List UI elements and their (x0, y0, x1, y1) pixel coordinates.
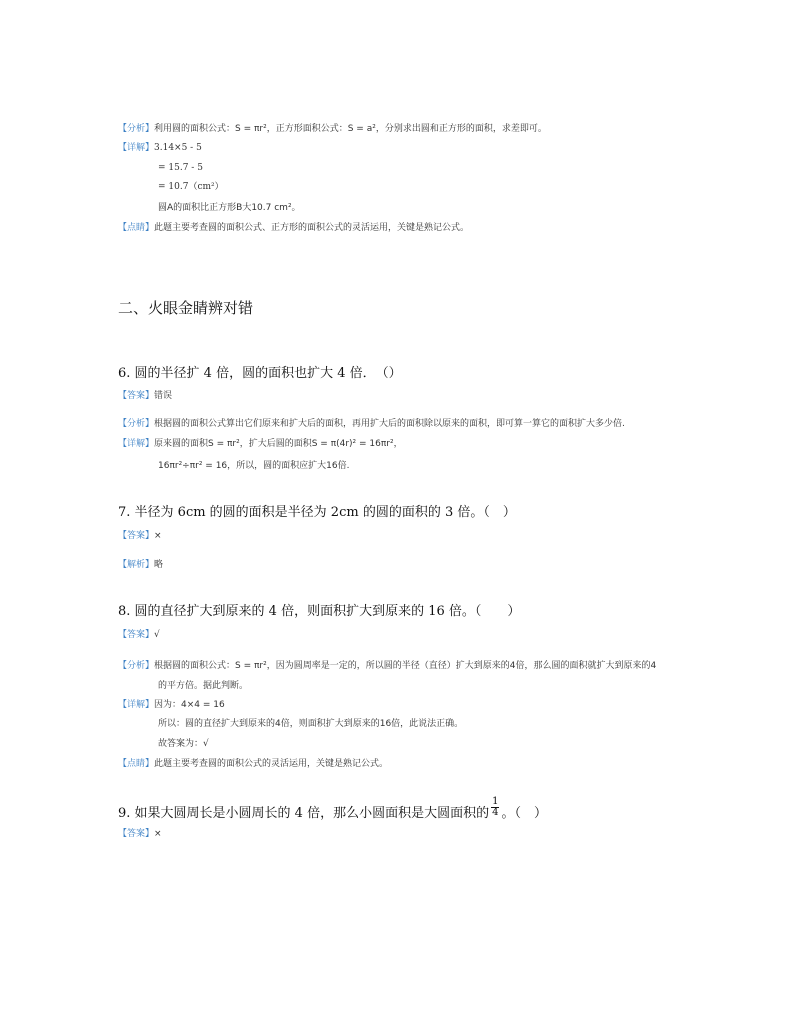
comment-line (118, 222, 469, 234)
question-8: 8. 圆的直径扩大到原来的 4 倍，则面积扩大到原来的 16 倍。（ ） (118, 604, 521, 619)
section-title: 二、火眼金睛辨对错 (118, 299, 254, 317)
detail-tag: 【详解】 (118, 143, 155, 153)
q6-detail-1: 原来圆的面积S = πr²，扩大后圆的面积S = π(4r)² = 16πr²， (154, 439, 403, 449)
analysis-line (118, 123, 547, 135)
q7-parse: 略 (154, 560, 164, 570)
q9-answer-line (118, 828, 162, 840)
question-9 (118, 796, 547, 824)
q8-detail-line (118, 699, 225, 711)
question-7: 7. 半径为 6cm 的圆的面积是半径为 2cm 的圆的面积的 3 倍。（ ） (118, 505, 516, 520)
q6-detail-2: 16πr²÷πr² = 16，所以，圆的面积应扩大16倍. (158, 461, 350, 471)
q6-analysis: 根据圆的面积公式算出它们原来和扩大后的面积，再用扩大后的面积除以原来的面积，即可算一算它的面积扩大多少倍. (154, 419, 625, 429)
detail-line-3: = 10.7（cm²） (158, 182, 224, 192)
q6-answer-line (118, 390, 172, 402)
q9-question-before: 9. 如果大圆周长是小圆周长的 4 倍，那么小圆面积是大圆面积的 (118, 806, 490, 821)
q7-parse-line (118, 559, 163, 571)
answer-tag: 【答案】 (118, 531, 155, 541)
comment-tag: 【点睛】 (118, 223, 155, 233)
answer-tag: 【答案】 (118, 829, 155, 839)
q6-analysis-line (118, 418, 625, 430)
q7-answer-line (118, 530, 162, 542)
detail-tag: 【详解】 (118, 439, 155, 449)
answer-tag: 【答案】 (118, 391, 155, 401)
analysis-tag: 【分析】 (118, 124, 155, 134)
comment-tag: 【点睛】 (118, 759, 155, 769)
q9-answer: × (154, 829, 162, 839)
q8-analysis-1: 根据圆的面积公式：S = πr²，因为圆周率是一定的，所以圆的半径（直径）扩大到原来的4倍，那么圆的面积就扩大到原来的4 (154, 661, 657, 671)
analysis-tag: 【分析】 (118, 661, 155, 671)
analysis-text: 利用圆的面积公式：S = πr²，正方形面积公式：S = a²，分别求出圆和正方形的面积，求差即可。 (154, 124, 547, 134)
q7-answer: × (154, 531, 162, 541)
q8-analysis-2: 的平方倍。据此判断。 (158, 681, 249, 691)
q8-detail-3: 故答案为：√ (158, 739, 209, 749)
q8-analysis-line (118, 660, 656, 672)
q8-comment: 此题主要考查圆的面积公式的灵活运用，关键是熟记公式。 (154, 759, 389, 769)
detail-line (118, 142, 202, 154)
q8-comment-line (118, 758, 388, 770)
analysis-tag: 【分析】 (118, 419, 155, 429)
q8-detail-1: 因为：4×4 = 16 (154, 700, 225, 710)
q8-answer-line (118, 629, 160, 641)
fraction (491, 797, 499, 818)
q8-detail-2: 所以：圆的直径扩大到原来的4倍，则面积扩大到原来的16倍，此说法正确。 (158, 719, 464, 729)
detail-line-2: = 15.7 - 5 (158, 163, 203, 173)
answer-tag: 【答案】 (118, 630, 155, 640)
fraction-numerator: 1 (492, 796, 499, 807)
comment-text: 此题主要考查圆的面积公式、正方形的面积公式的灵活运用，关键是熟记公式。 (154, 223, 470, 233)
detail-line-1: 3.14×5 - 5 (154, 143, 202, 153)
q9-question-after: 。（ ） (501, 806, 547, 821)
q6-answer: 错误 (154, 391, 173, 401)
detail-tag: 【详解】 (118, 700, 155, 710)
parse-tag: 【解析】 (118, 560, 155, 570)
question-6: 6. 圆的半径扩 4 倍，圆的面积也扩大 4 倍． （） (118, 366, 402, 381)
q6-detail-line (118, 438, 403, 450)
q8-answer: √ (154, 630, 160, 640)
fraction-denominator: 4 (492, 807, 499, 818)
detail-line-4: 圆A的面积比正方形B大10.7 cm²。 (158, 203, 301, 213)
